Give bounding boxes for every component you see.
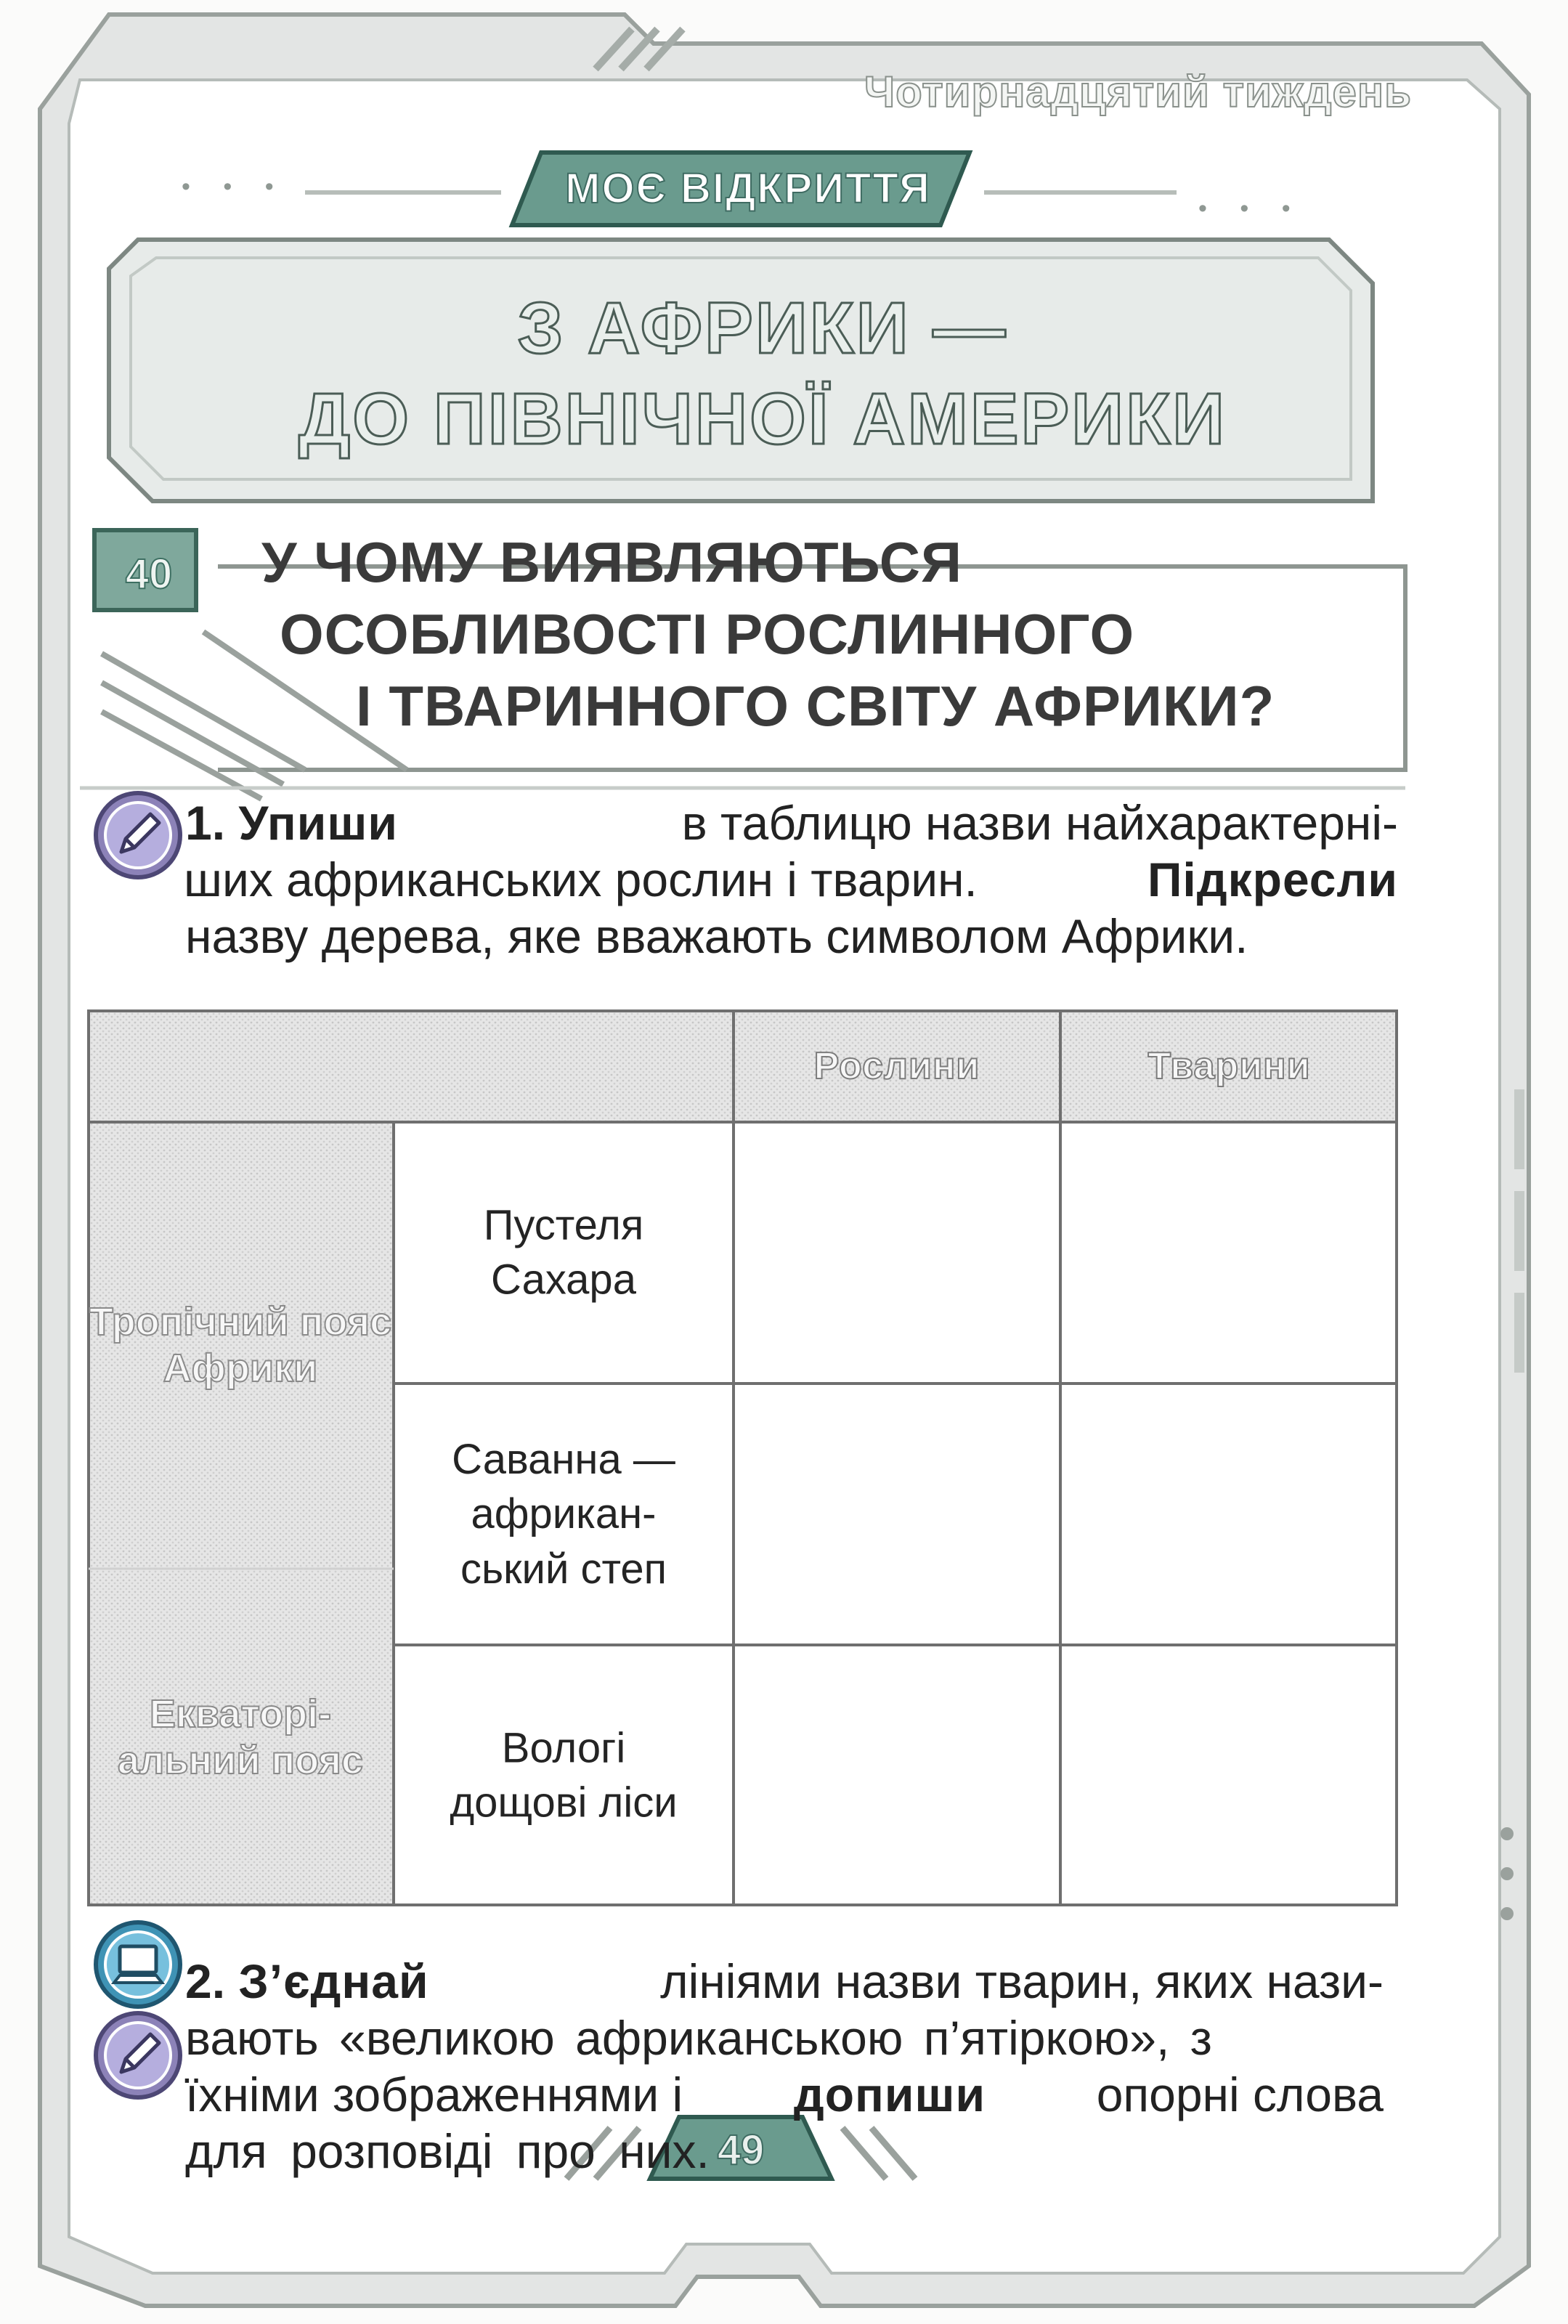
header-animals xyxy=(1060,1009,1398,1122)
zone-sahara xyxy=(394,1122,734,1384)
task-2-text-line3a: їхніми зображеннями і xyxy=(185,2067,683,2121)
main-title-line2: ДО ПІВНІЧНОЇ АМЕРИКИ xyxy=(298,378,1227,460)
zone-sahara-label: Пустеля Сахара xyxy=(483,1201,644,1304)
header-plants xyxy=(734,1009,1060,1122)
zone-savanna-label: Саванна — африкан-ський степ xyxy=(452,1435,675,1593)
task-2-number: 2. xyxy=(185,1954,226,2008)
main-title-line1: З АФРИКИ — xyxy=(517,288,1008,369)
task-2-verb-add: допиши xyxy=(793,2067,986,2121)
pencil-icon xyxy=(91,788,185,882)
answer-rainforest-animals[interactable] xyxy=(1060,1645,1398,1906)
section-tab: МОЄ ВІДКРИТТЯ xyxy=(565,164,931,212)
lesson-title-line1: У ЧОМУ ВИЯВЛЯЮТЬСЯ xyxy=(261,530,963,594)
task-2-text-line1: лініями назви тварин, яких нази- xyxy=(660,1954,1384,2008)
task-2-verb-connect: З’єднай xyxy=(238,1954,429,2008)
decorative-dots-right: • • • xyxy=(1198,195,1304,222)
group-equatorial xyxy=(87,1569,394,1906)
answer-sahara-animals[interactable] xyxy=(1060,1122,1398,1384)
header-plants-label: Рослини xyxy=(813,1044,980,1087)
lesson-number-badge: 40 xyxy=(125,550,173,598)
group-tropical xyxy=(87,1122,394,1569)
answer-rainforest-plants[interactable] xyxy=(734,1645,1060,1906)
main-title xyxy=(123,261,1402,479)
task-2-text-line4: для розповіді про них. xyxy=(185,2124,710,2178)
computer-icon xyxy=(91,1917,185,2012)
decorative-dots-left: • • • xyxy=(182,173,287,200)
week-label: Чотирнадцятий тиждень xyxy=(864,68,1412,116)
header-animals-label: Тварини xyxy=(1147,1044,1311,1087)
group-equatorial-label: Екваторі-альний пояс xyxy=(118,1691,363,1783)
page-number: 49 xyxy=(717,2126,765,2174)
pencil-icon xyxy=(91,2008,185,2102)
task-1-text-line3: назву дерева, яке вважають символом Африки. xyxy=(185,909,1248,963)
flora-fauna-table xyxy=(87,1009,1398,1906)
task-2-text-line3b: опорні слова xyxy=(1096,2067,1384,2121)
task-1-number: 1. xyxy=(185,796,226,850)
task-1-text-line1: в таблицю назви найхарактерні- xyxy=(681,796,1398,850)
lesson-title-line2: ОСОБЛИВОСТІ РОСЛИННОГО xyxy=(280,602,1135,667)
zone-savanna xyxy=(394,1384,734,1645)
task-1-verb-write: Упиши xyxy=(238,796,398,850)
answer-savanna-animals[interactable] xyxy=(1060,1384,1398,1645)
task-2-text-line2: вають «великою африканською п’ятіркою», з xyxy=(185,2010,1212,2065)
zone-rainforest-label: Вологі дощові ліси xyxy=(450,1724,678,1827)
lesson-title xyxy=(261,527,1394,742)
answer-sahara-plants[interactable] xyxy=(734,1122,1060,1384)
lesson-title-line3: І ТВАРИННОГО СВІТУ АФРИКИ? xyxy=(356,674,1275,739)
group-tropical-label: Тропічний пояс Африки xyxy=(89,1299,392,1391)
task-1 xyxy=(185,795,1398,965)
zone-rainforest xyxy=(394,1645,734,1906)
task-1-verb-underline: Підкресли xyxy=(1147,852,1398,906)
answer-savanna-plants[interactable] xyxy=(734,1384,1060,1645)
task-1-text-line2: ших африканських рослин і тварин. xyxy=(184,852,978,906)
